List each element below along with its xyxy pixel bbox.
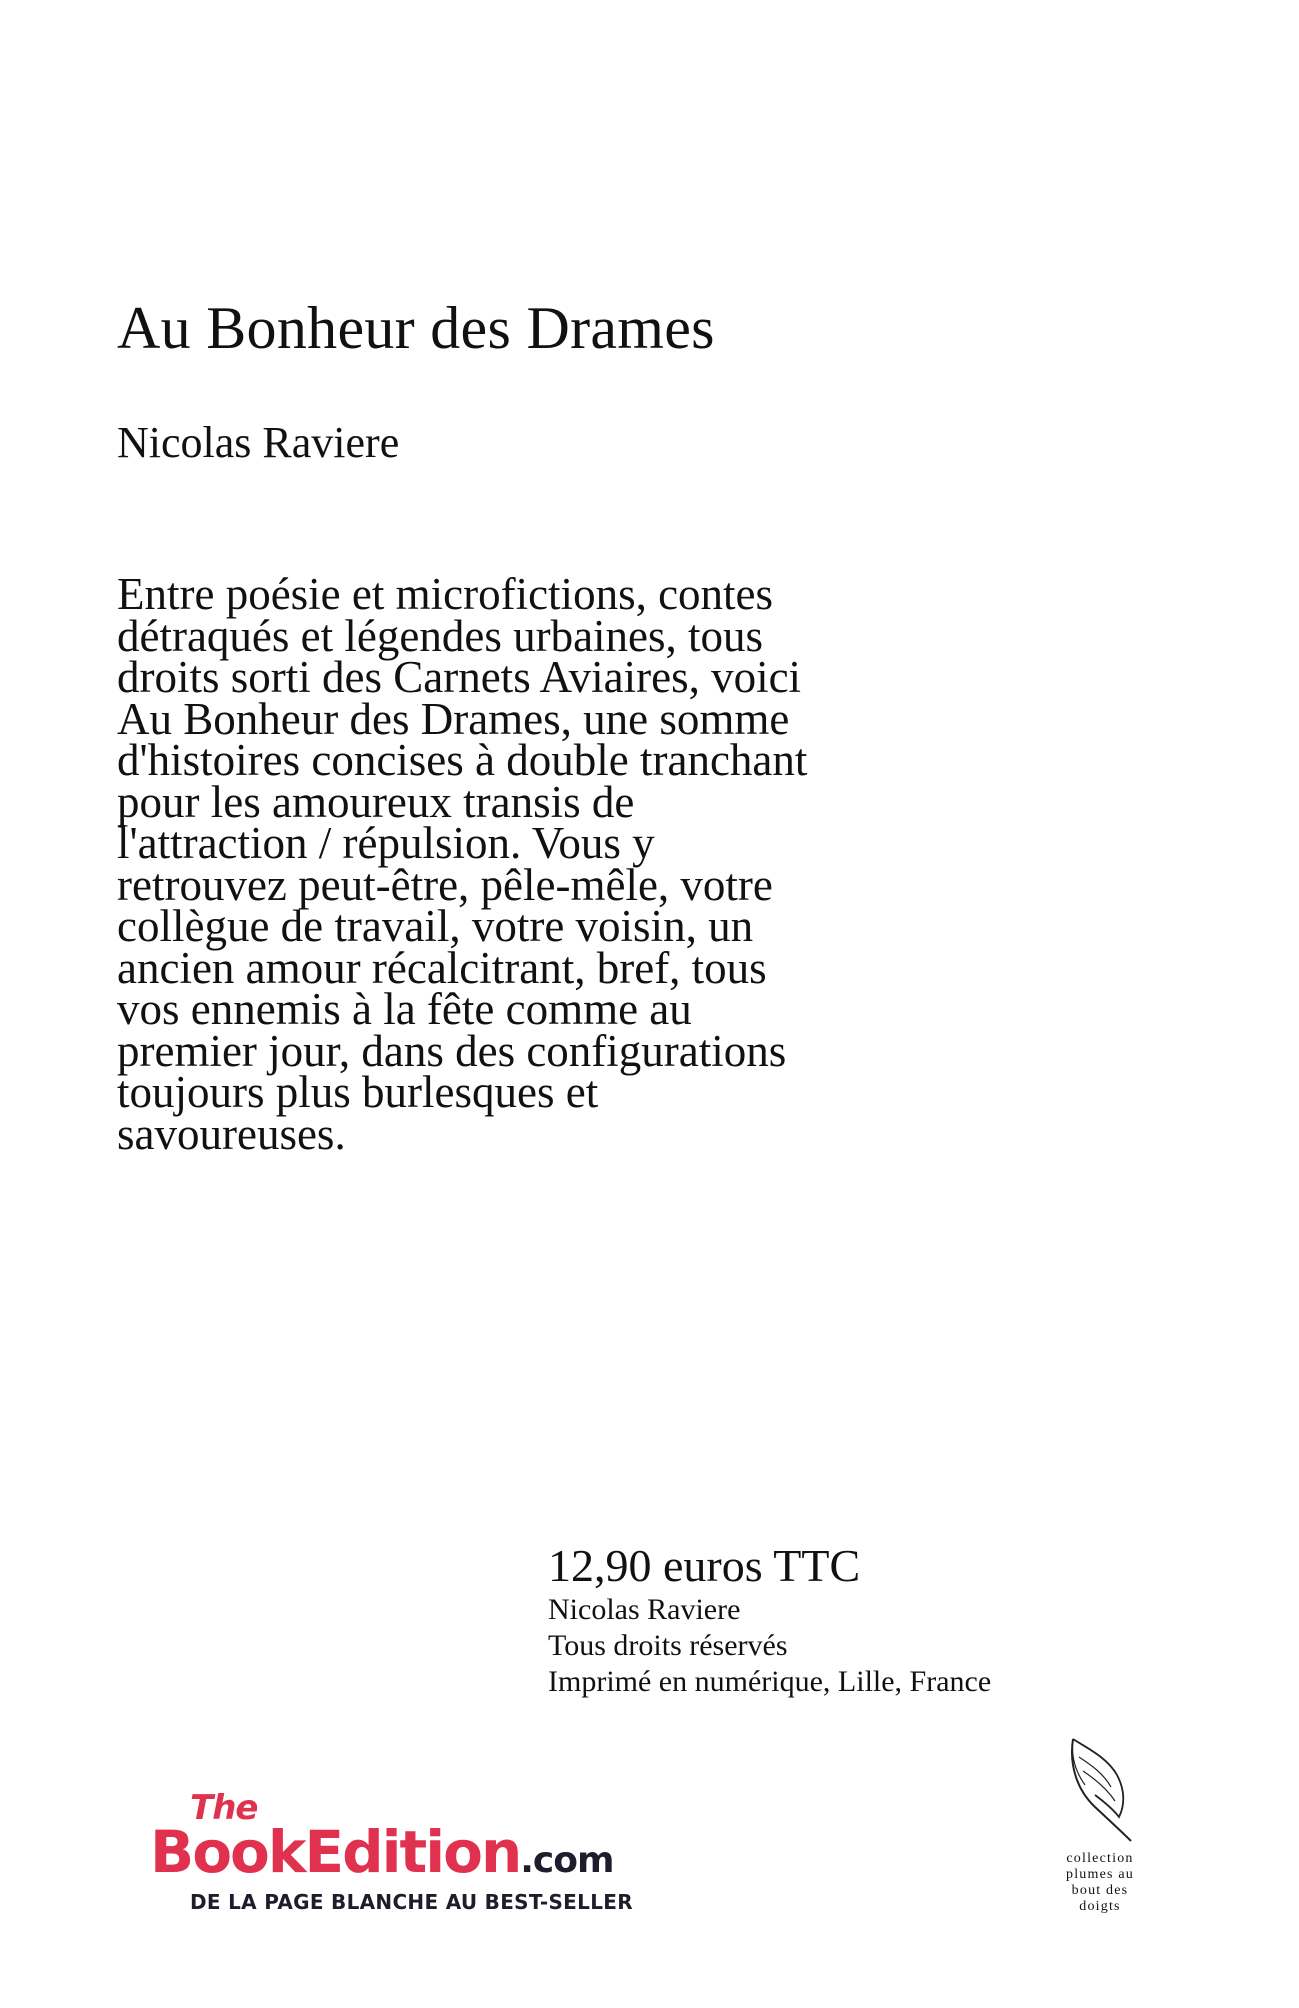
colophon-author: Nicolas Raviere	[548, 1593, 741, 1626]
blurb-line: premier jour, dans des configurations	[117, 1025, 787, 1076]
collection-line: plumes au	[1066, 1867, 1134, 1882]
logo-brand-suffix: .com	[520, 1840, 614, 1881]
blurb-line: Au Bonheur des Drames, une somme	[117, 693, 790, 744]
logo-brand-main: BookEdition	[150, 1818, 521, 1886]
back-cover-blurb	[117, 569, 977, 1159]
book-title: Au Bonheur des Drames	[117, 295, 715, 361]
blurb-line: toujours plus burlesques et	[117, 1067, 599, 1117]
blurb-line: ancien amour récalcitrant, bref, tous	[117, 942, 767, 993]
collection-line: collection	[1066, 1851, 1134, 1866]
blurb-line: pour les amoureux transis de	[117, 776, 635, 827]
logo-tagline: DE LA PAGE BLANCHE AU BEST-SELLER	[190, 1890, 633, 1914]
price: 12,90 euros TTC	[548, 1540, 861, 1591]
blurb-line: collègue de travail, votre voisin, un	[117, 901, 754, 951]
feather-icon	[1055, 1735, 1145, 1845]
collection-text	[1040, 1851, 1160, 1915]
logo-the: The	[190, 1788, 258, 1828]
blurb-line: d'histoires concises à double tranchant	[117, 735, 808, 785]
publisher-logo	[150, 1788, 710, 1914]
logo-brand	[150, 1818, 614, 1886]
book-author: Nicolas Raviere	[117, 418, 400, 467]
blurb-line: savoureuses.	[117, 1108, 346, 1159]
colophon-rights: Tous droits réservés	[548, 1629, 788, 1662]
collection-line: doigts	[1079, 1899, 1121, 1914]
blurb-line: l'attraction / répulsion. Vous y	[117, 818, 655, 868]
collection-logo	[1040, 1735, 1160, 1915]
blurb-line: retrouvez peut-être, pêle-mêle, votre	[117, 859, 773, 910]
collection-line: bout des	[1071, 1883, 1129, 1898]
blurb-line: droits sorti des Carnets Aviaires, voici	[117, 652, 802, 702]
colophon	[548, 1540, 991, 1700]
blurb-line: détraqués et légendes urbaines, tous	[117, 610, 764, 661]
colophon-printed: Imprimé en numérique, Lille, France	[548, 1665, 992, 1698]
blurb-line: vos ennemis à la fête comme au	[117, 984, 692, 1034]
blurb-line: Entre poésie et microfictions, contes	[117, 569, 774, 619]
